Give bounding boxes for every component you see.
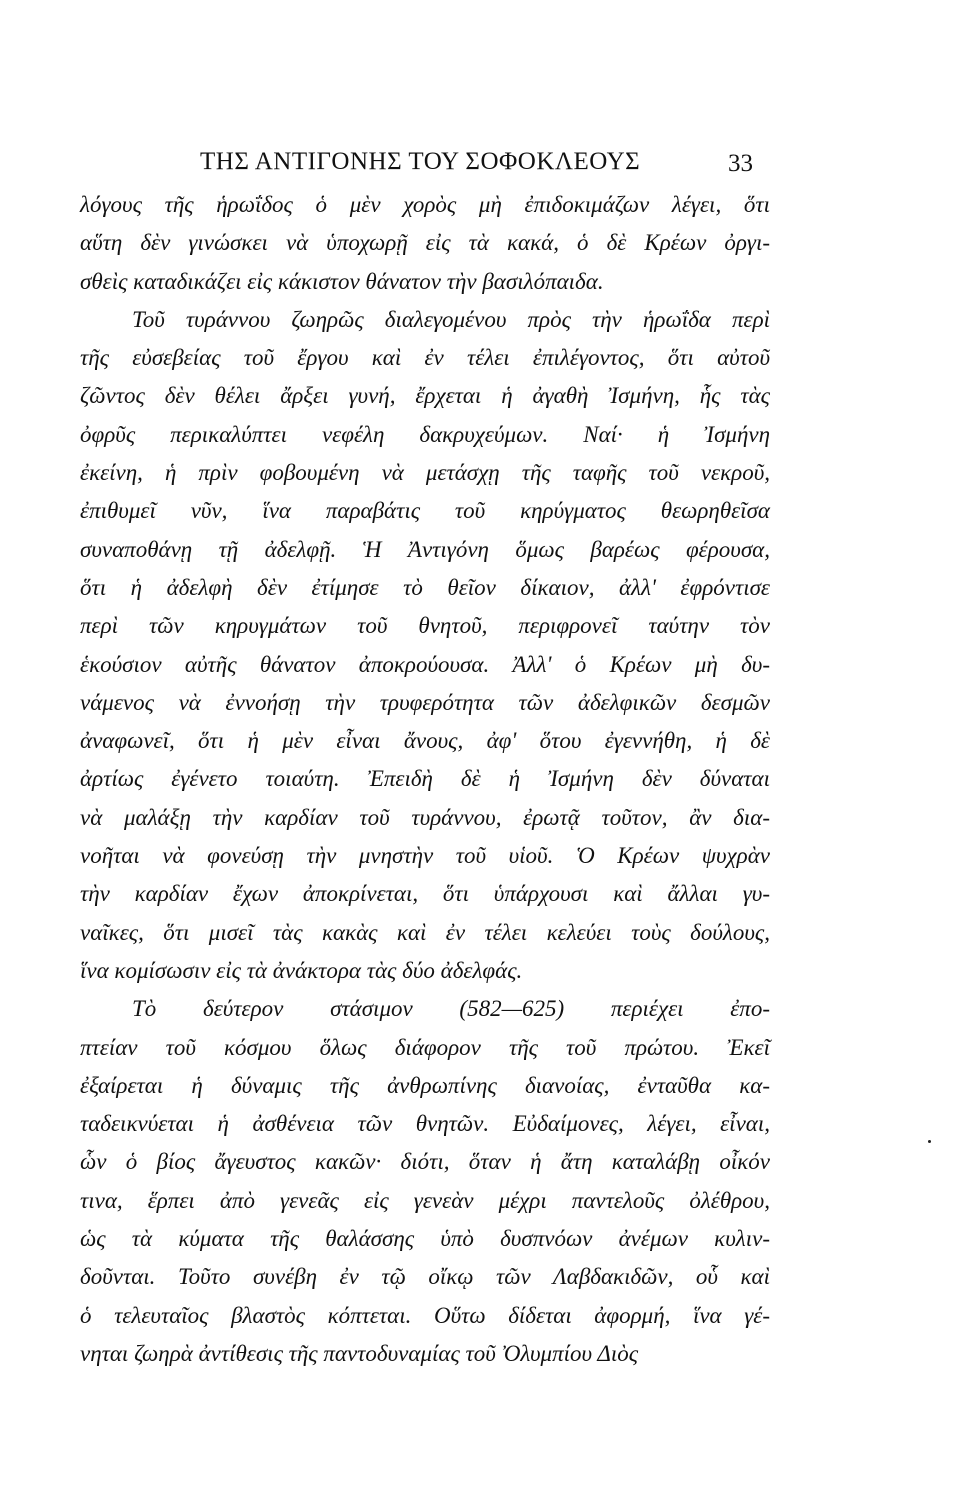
text-line: ζῶντος δὲν θέλει ἄρξει γυνή, ἔρχεται ἡ ἀγαθὴ Ἰσμήνη, ἧς τὰς [80,383,770,409]
text-line: τῆς εὐσεβείας τοῦ ἔργου καὶ ἐν τέλει ἐπιλέγοντος, ὅτι αὐτοῦ [80,345,770,371]
body-text [80,186,770,1373]
text-line: σθεὶς καταδικάζει εἰς κάκιστον θάνατον τὴν βασιλόπαιδα. [80,268,604,294]
text-line: ἀναφωνεῖ, ὅτι ἡ μὲν εἶναι ἄνους, ἀφ' ὅτου ἐγεννήθη, ἡ δὲ [80,728,770,754]
text-line: δοῦνται. Τοῦτο συνέβη ἐν τῷ οἴκῳ τῶν Λαβδακιδῶν, οὗ καὶ [80,1264,770,1290]
text-line: ἐπιθυμεῖ νῦν, ἵνα παραβάτις τοῦ κηρύγματος θεωρηθεῖσα [80,498,770,524]
page-number: 33 [728,150,753,177]
text-line: ἵνα κομίσωσιν εἰς τὰ ἀνάκτορα τὰς δύο ἀδελφάς. [80,957,523,983]
paragraph-start-line: Τὸ δεύτερον στάσιμον (582—625) περιέχει ἐπο- [132,996,770,1022]
text-line: νηται ζωηρὰ ἀντίθεσις τῆς παντοδυναμίας τοῦ Ὀλυμπίου Διὸς [80,1340,639,1366]
text-line: λόγους τῆς ἡρωΐδος ὁ μὲν χορὸς μὴ ἐπιδοκιμάζων λέγει, ὅτι [80,192,770,217]
text-line: περὶ τῶν κηρυγμάτων τοῦ θνητοῦ, περιφρονεῖ ταύτην τὸν [80,613,770,639]
text-line: νὰ μαλάξῃ τὴν καρδίαν τοῦ τυράννου, ἐρωτᾷ τοῦτον, ἂν δια- [80,804,770,830]
text-line: νοῆται νὰ φονεύσῃ τὴν μνηστὴν τοῦ υἱοῦ. Ὁ Κρέων ψυχρὰν [80,843,770,869]
text-line: ἑκούσιον αὐτῆς θάνατον ἀποκρούουσα. Ἀλλ' ὁ Κρέων μὴ δυ- [80,651,770,677]
text-line: ταδεικνύεται ἡ ἀσθένεια τῶν θνητῶν. Εὐδαίμονες, λέγει, εἶναι, [80,1111,770,1137]
running-title: ΤΗΣ ΑΝΤΙΓΟΝΗΣ ΤΟΥ ΣΟΦΟΚΛΕΟΥΣ [200,148,641,175]
text-line: τὴν καρδίαν ἔχων ἀποκρίνεται, ὅτι ὑπάρχουσι καὶ ἄλλαι γυ- [80,881,770,907]
text-line: τινα, ἕρπει ἀπὸ γενεᾶς εἰς γενεὰν μέχρι παντελοῦς ὀλέθρου, [80,1187,770,1213]
text-line: ἐκείνη, ἡ πρὶν φοβουμένη νὰ μετάσχῃ τῆς ταφῆς τοῦ νεκροῦ, [80,460,770,486]
text-line: συναποθάνῃ τῇ ἀδελφῇ. Ἡ Ἀντιγόνη ὅμως βαρέως φέρουσα, [80,536,770,562]
text-line: ὧν ὁ βίος ἄγευστος κακῶν· διότι, ὅταν ἡ ἄτη καταλάβῃ οἶκόν [80,1149,770,1175]
text-line: ὅτι ἡ ἀδελφὴ δὲν ἐτίμησε τὸ θεῖον δίκαιον, ἀλλ' ἐφρόντισε [80,574,770,600]
text-line: ἐξαίρεται ἡ δύναμις τῆς ἀνθρωπίνης διανοίας, ἐνταῦθα κα- [80,1072,770,1098]
text-line: αὕτη δὲν γινώσκει νὰ ὑποχωρῇ εἰς τὰ κακά, ὁ δὲ Κρέων ὀργι- [80,230,770,256]
text-line: νάμενος νὰ ἐννοήσῃ τὴν τρυφερότητα τῶν ἀδελφικῶν δεσμῶν [80,689,770,715]
text-line: ναῖκες, ὅτι μισεῖ τὰς κακὰς καὶ ἐν τέλει κελεύει τοὺς δούλους, [80,919,770,945]
text-line: ὀφρῦς περικαλύπτει νεφέλη δακρυχεύμων. Ναί· ἡ Ἰσμήνη [80,421,770,447]
text-line: ἀρτίως ἐγένετο τοιαύτη. Ἐπειδὴ δὲ ἡ Ἰσμήνη δὲν δύναται [80,766,770,792]
paper-speck [928,1140,931,1143]
text-line: ὁ τελευταῖος βλαστὸς κόπτεται. Οὕτω δίδεται ἀφορμή, ἵνα γέ- [80,1302,770,1328]
text-line: ὡς τὰ κύματα τῆς θαλάσσης ὑπὸ δυσπνόων ἀνέμων κυλιν- [80,1226,770,1252]
text-line: πτείαν τοῦ κόσμου ὅλως διάφορον τῆς τοῦ πρώτου. Ἐκεῖ [80,1034,770,1060]
paragraph-start-line: Τοῦ τυράννου ζωηρῶς διαλεγομένου πρὸς τὴν ἡρωΐδα περὶ [132,306,770,332]
